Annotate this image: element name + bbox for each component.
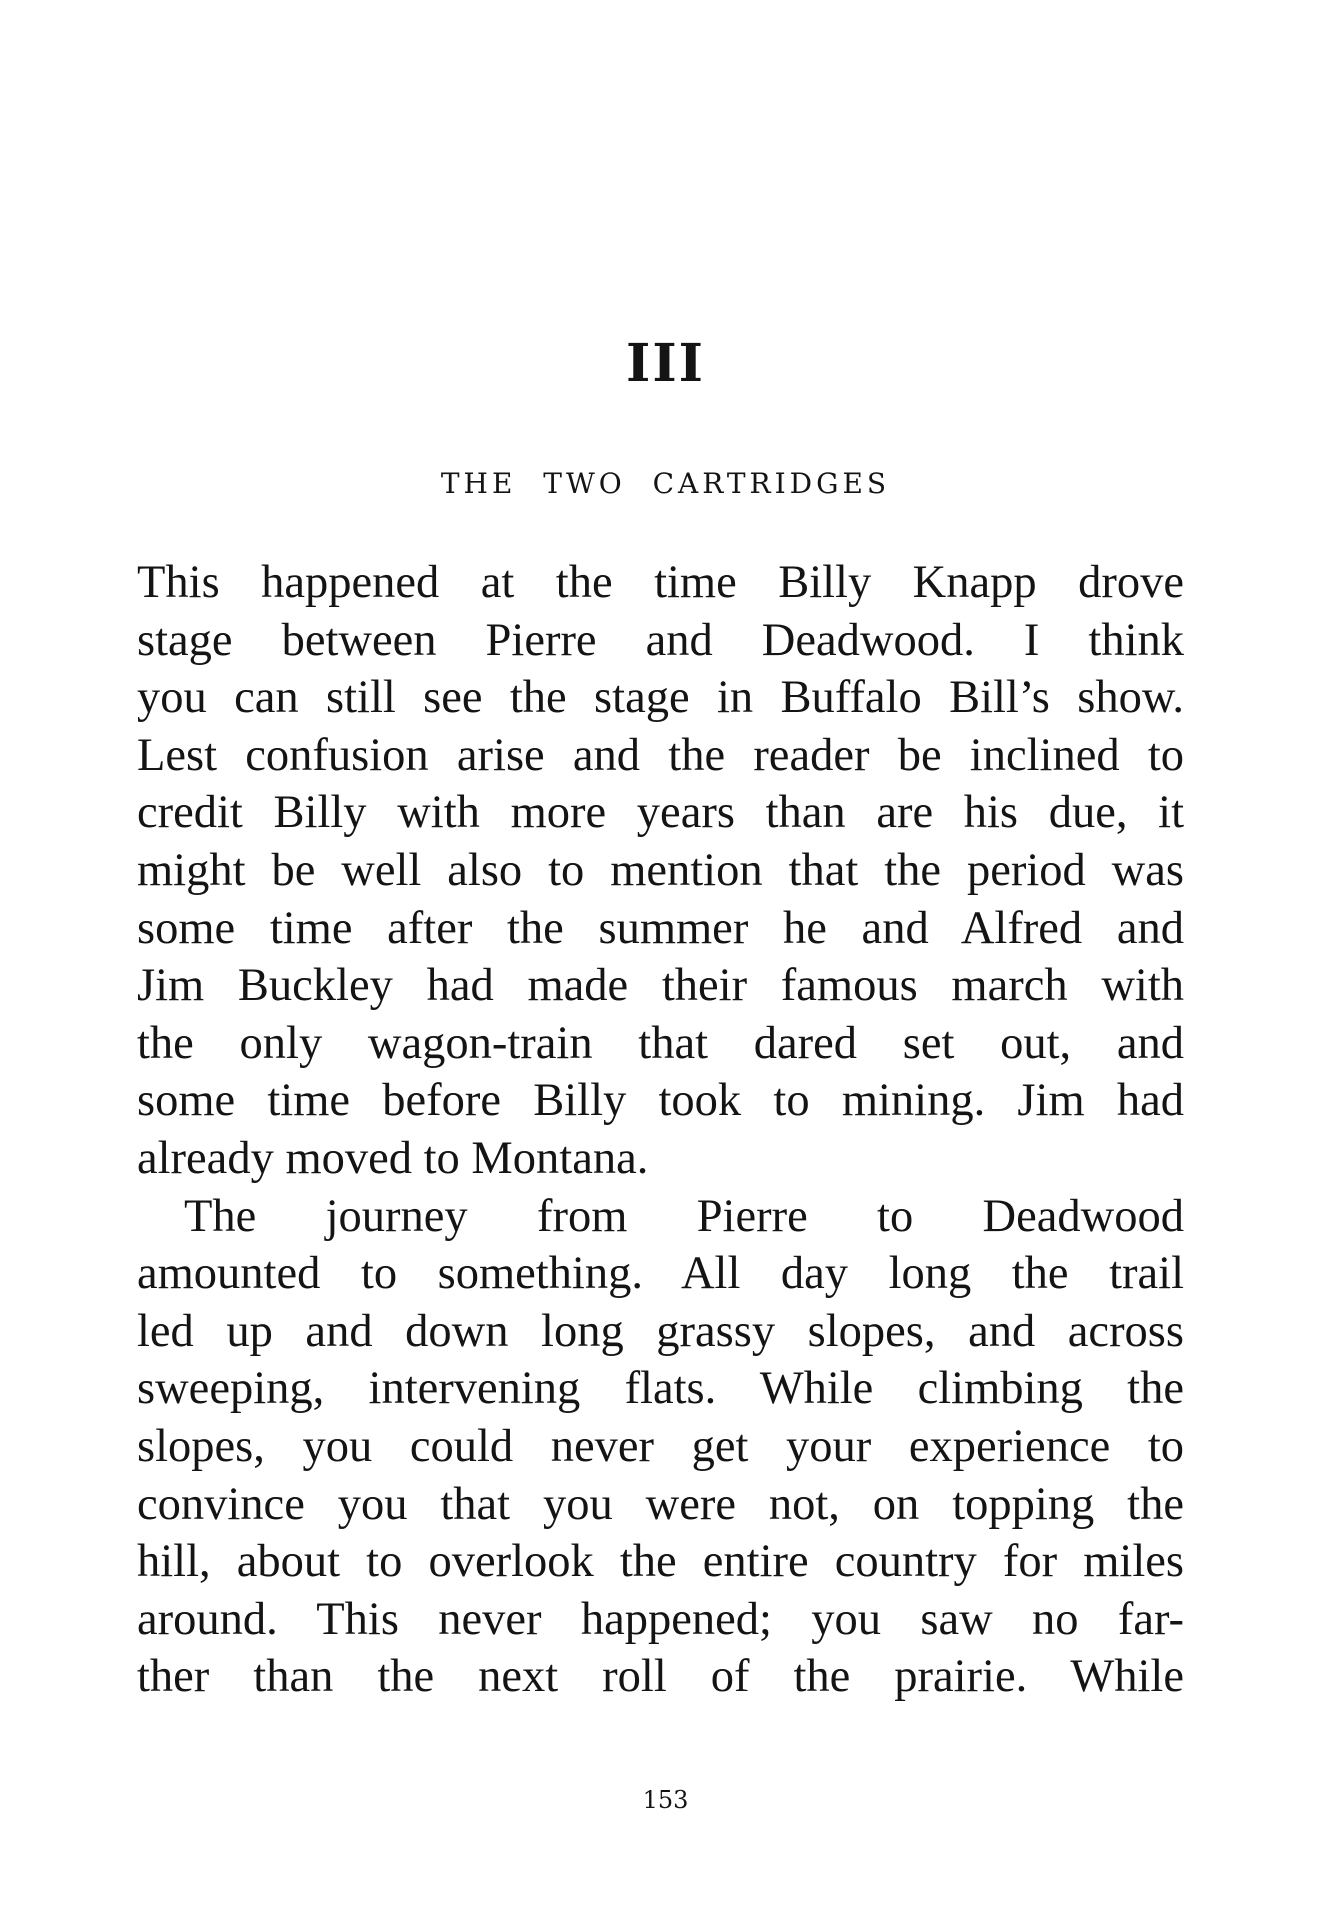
text-line: sweeping, intervening flats. While climbing the — [137, 1363, 1184, 1415]
text-line: led up and down long grassy slopes, and across — [137, 1305, 1184, 1357]
text-line: This happened at the time Billy Knapp drove — [137, 557, 1184, 608]
text-line: the only wagon-train that dared set out, and — [137, 1017, 1184, 1069]
paragraph-1 — [137, 554, 1184, 1188]
text-line: some time before Billy took to mining. Jim had — [137, 1075, 1184, 1127]
text-line: ther than the next roll of the prairie. While — [137, 1651, 1184, 1703]
text-line: amounted to something. All day long the trail — [137, 1248, 1184, 1300]
page-number: 153 — [642, 1786, 689, 1814]
text-line: might be well also to mention that the period was — [137, 844, 1184, 896]
text-line: some time after the summer he and Alfred and — [137, 902, 1184, 954]
text-line: Lest confusion arise and the reader be inclined to — [137, 729, 1184, 781]
paragraph-2 — [137, 1188, 1184, 1706]
text-line: already moved to Montana. — [137, 1132, 649, 1184]
text-line: around. This never happened; you saw no far- — [137, 1593, 1184, 1645]
text-line: you can still see the stage in Buffalo Bill’s show. — [137, 672, 1184, 724]
text-line: convince you that you were not, on topping the — [137, 1478, 1184, 1530]
text-line: hill, about to overlook the entire country for miles — [137, 1536, 1184, 1588]
text-line: credit Billy with more years than are his due, it — [137, 787, 1184, 839]
text-line: stage between Pierre and Deadwood. I think — [137, 614, 1184, 666]
chapter-title: THE TWO CARTRIDGES — [440, 467, 891, 500]
text-line: slopes, you could never get your experience to — [137, 1420, 1184, 1472]
text-line: The journey from Pierre to Deadwood — [184, 1190, 1184, 1242]
chapter-numeral: III — [626, 333, 705, 394]
body-text — [137, 554, 1184, 1706]
text-line: Jim Buckley had made their famous march with — [137, 960, 1184, 1012]
